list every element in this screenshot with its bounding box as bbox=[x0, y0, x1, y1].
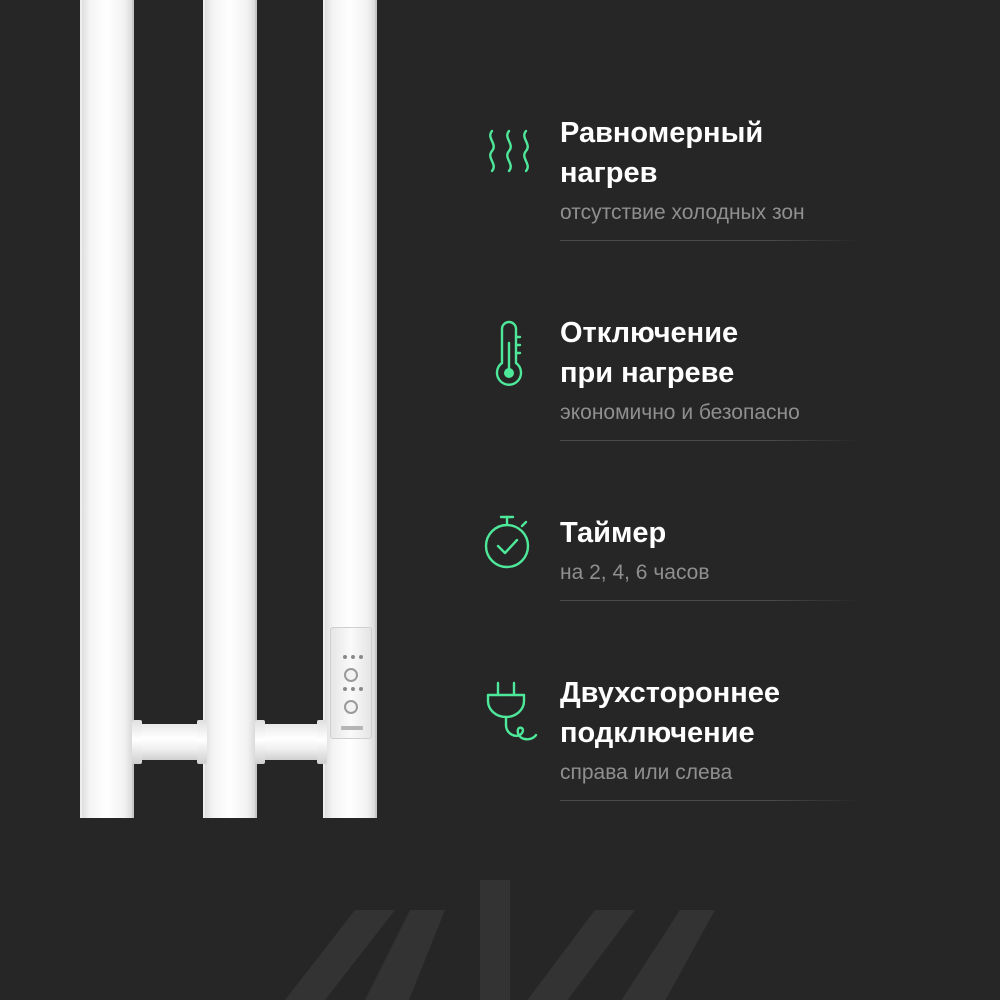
rail-bar-left bbox=[80, 0, 134, 818]
thermostat-control-box bbox=[330, 627, 372, 739]
feature-title-line-2: при нагреве bbox=[560, 357, 735, 389]
rail-bar-middle bbox=[203, 0, 257, 818]
feature-title-line-2: нагрев bbox=[560, 157, 658, 189]
feature-title bbox=[560, 113, 763, 193]
feature-divider bbox=[560, 800, 860, 801]
indicator-lights bbox=[343, 687, 363, 693]
brand-logo-icon bbox=[285, 880, 715, 1000]
feature-title-line-1: Равномерный bbox=[560, 117, 764, 149]
feature-title bbox=[560, 673, 780, 753]
feature-title bbox=[560, 313, 738, 393]
rail-collar bbox=[255, 720, 265, 764]
feature-divider bbox=[560, 440, 860, 441]
feature-title-line-2: подключение bbox=[560, 717, 755, 749]
feature-divider bbox=[560, 600, 860, 601]
power-plug-icon bbox=[480, 679, 538, 743]
temperature-knob bbox=[344, 668, 358, 682]
feature-subtitle: справа или слева bbox=[560, 761, 733, 784]
feature-divider bbox=[560, 240, 860, 241]
feature-title-line-1: Отключение bbox=[560, 317, 739, 349]
brand-plate bbox=[341, 726, 363, 730]
stopwatch-icon bbox=[480, 513, 538, 577]
rail-collar bbox=[197, 720, 207, 764]
feature-subtitle: экономично и безопасно bbox=[560, 401, 800, 424]
rail-connector-tube-left bbox=[134, 724, 203, 760]
feature-title-line-1: Двухстороннее bbox=[560, 677, 781, 709]
heat-waves-icon bbox=[480, 125, 538, 189]
feature-title: Таймер bbox=[560, 517, 667, 549]
thermometer-icon bbox=[480, 319, 538, 383]
rail-connector-tube-right bbox=[257, 724, 323, 760]
indicator-lights bbox=[343, 655, 363, 661]
rail-collar bbox=[132, 720, 142, 764]
feature-subtitle: на 2, 4, 6 часов bbox=[560, 561, 710, 584]
timer-knob bbox=[344, 700, 358, 714]
feature-subtitle: отсутствие холодных зон bbox=[560, 201, 805, 224]
rail-collar bbox=[317, 720, 327, 764]
